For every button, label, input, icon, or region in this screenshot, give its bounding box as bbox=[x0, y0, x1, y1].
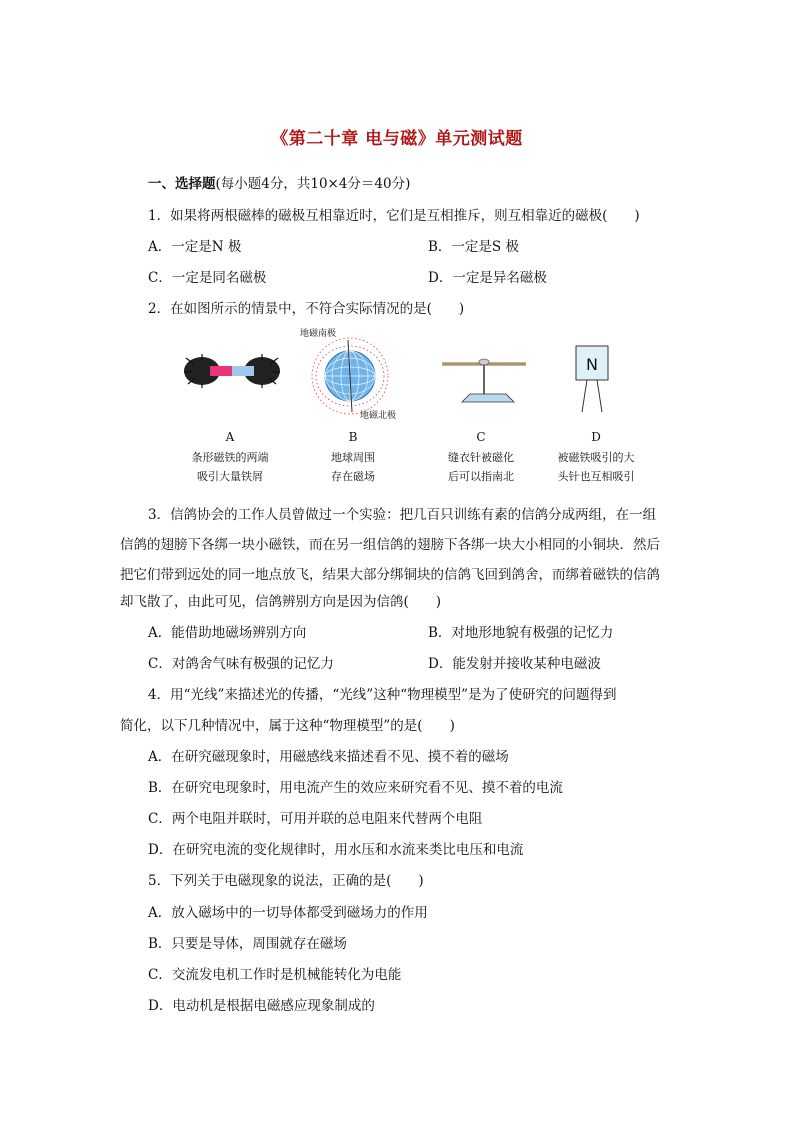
figure-label-b: B bbox=[348, 430, 358, 444]
figure-caption-a bbox=[170, 448, 290, 486]
question-3-option-c: C．对鸽舍气味有极强的记忆力 bbox=[148, 656, 334, 672]
question-1-option-d: D．一定是异名磁极 bbox=[428, 270, 547, 286]
question-1-stem: 1．如果将两根磁棒的磁极互相靠近时，它们是互相推斥，则互相靠近的磁极( ) bbox=[148, 208, 640, 224]
magnet-pins-image bbox=[574, 344, 614, 416]
bar-magnet-filings-image bbox=[182, 348, 282, 398]
section-note: (每小题4分，共10×4分＝40分) bbox=[215, 176, 411, 192]
question-4-option-c: C．两个电阻并联时，可用并联的总电阻来代替两个电阻 bbox=[148, 811, 483, 827]
figure-label-d: D bbox=[591, 430, 601, 444]
question-3-stem-line-4: 却飞散了，由此可见，信鸽辨别方向是因为信鸽( ) bbox=[120, 594, 442, 610]
caption-d-line-2: 头针也互相吸引 bbox=[557, 470, 635, 483]
question-5-stem: 5．下列关于电磁现象的说法，正确的是( ) bbox=[148, 873, 424, 889]
figure-caption-c bbox=[421, 448, 541, 486]
question-4-stem-line-2: 简化，以下几种情况中，属于这种“物理模型”的是( ) bbox=[120, 718, 455, 734]
question-4-option-d: D．在研究电流的变化规律时，用水压和水流来类比电压和电流 bbox=[148, 842, 524, 858]
question-5-option-c: C．交流发电机工作时是机械能转化为电能 bbox=[148, 967, 402, 983]
question-1-option-c: C．一定是同名磁极 bbox=[148, 270, 267, 286]
figure-caption-d bbox=[536, 448, 656, 486]
question-1-option-b: B．一定是S 极 bbox=[428, 239, 519, 255]
magnet-n-letter: N bbox=[586, 355, 598, 374]
caption-b-line-2: 存在磁场 bbox=[331, 470, 375, 483]
question-4-stem-line-1: 4．用“光线”来描述光的传播，“光线”这种“物理模型”是为了使研究的问题得到 bbox=[148, 687, 617, 703]
figure-caption-b bbox=[293, 448, 413, 486]
caption-d-line-1: 被磁铁吸引的大 bbox=[557, 451, 635, 464]
question-5-option-a: A．放入磁场中的一切导体都受到磁场力的作用 bbox=[148, 905, 428, 921]
question-3-option-d: D．能发射并接收某种电磁波 bbox=[428, 656, 601, 672]
question-3-stem-line-1: 3．信鸽协会的工作人员曾做过一个实验：把几百只训练有素的信鸽分成两组，在一组 bbox=[148, 507, 657, 523]
geomagnetic-north-label: 地磁北极 bbox=[360, 411, 397, 421]
section-heading-line bbox=[148, 172, 410, 192]
section-heading: 一、选择题 bbox=[148, 176, 216, 192]
caption-a-line-2: 吸引大量铁屑 bbox=[197, 470, 263, 483]
question-1-option-a: A．一定是N 极 bbox=[148, 239, 242, 255]
question-5-option-d: D．电动机是根据电磁感应现象制成的 bbox=[148, 998, 375, 1014]
question-2-stem: 2．在如图所示的情景中，不符合实际情况的是( ) bbox=[148, 301, 465, 317]
caption-a-line-1: 条形磁铁的两端 bbox=[191, 451, 269, 464]
figure-label-c: C bbox=[476, 430, 486, 444]
caption-c-line-2: 后可以指南北 bbox=[448, 470, 514, 483]
geomagnetic-south-label: 地磁南极 bbox=[300, 329, 337, 339]
caption-c-line-1: 缝衣针被磁化 bbox=[448, 451, 514, 464]
question-4-option-a: A．在研究磁现象时，用磁感线来描述看不见、摸不着的磁场 bbox=[148, 749, 509, 765]
magnetized-needle-image bbox=[440, 350, 530, 410]
question-3-stem-line-2: 信鸽的翅膀下各绑一块小磁铁，而在另一组信鸽的翅膀下各绑一块大小相同的小铜块．然后 bbox=[120, 537, 660, 553]
page-title: 《第二十章 电与磁》单元测试题 bbox=[271, 129, 523, 149]
question-3-stem-line-3: 把它们带到远处的同一地点放飞，结果大部分绑铜块的信鸽飞回到鸽舍，而绑着磁铁的信鸽 bbox=[120, 567, 660, 583]
caption-b-line-1: 地球周围 bbox=[331, 451, 375, 464]
question-3-option-a: A．能借助地磁场辨别方向 bbox=[148, 625, 307, 641]
question-3-option-b: B．对地形地貌有极强的记忆力 bbox=[428, 625, 614, 641]
earth-magnetic-field-image bbox=[310, 336, 390, 416]
question-5-option-b: B．只要是导体，周围就存在磁场 bbox=[148, 936, 347, 952]
figure-label-a: A bbox=[225, 430, 235, 444]
question-4-option-b: B．在研究电现象时，用电流产生的效应来研究看不见、摸不着的电流 bbox=[148, 780, 563, 796]
question-2-figure bbox=[160, 322, 660, 492]
